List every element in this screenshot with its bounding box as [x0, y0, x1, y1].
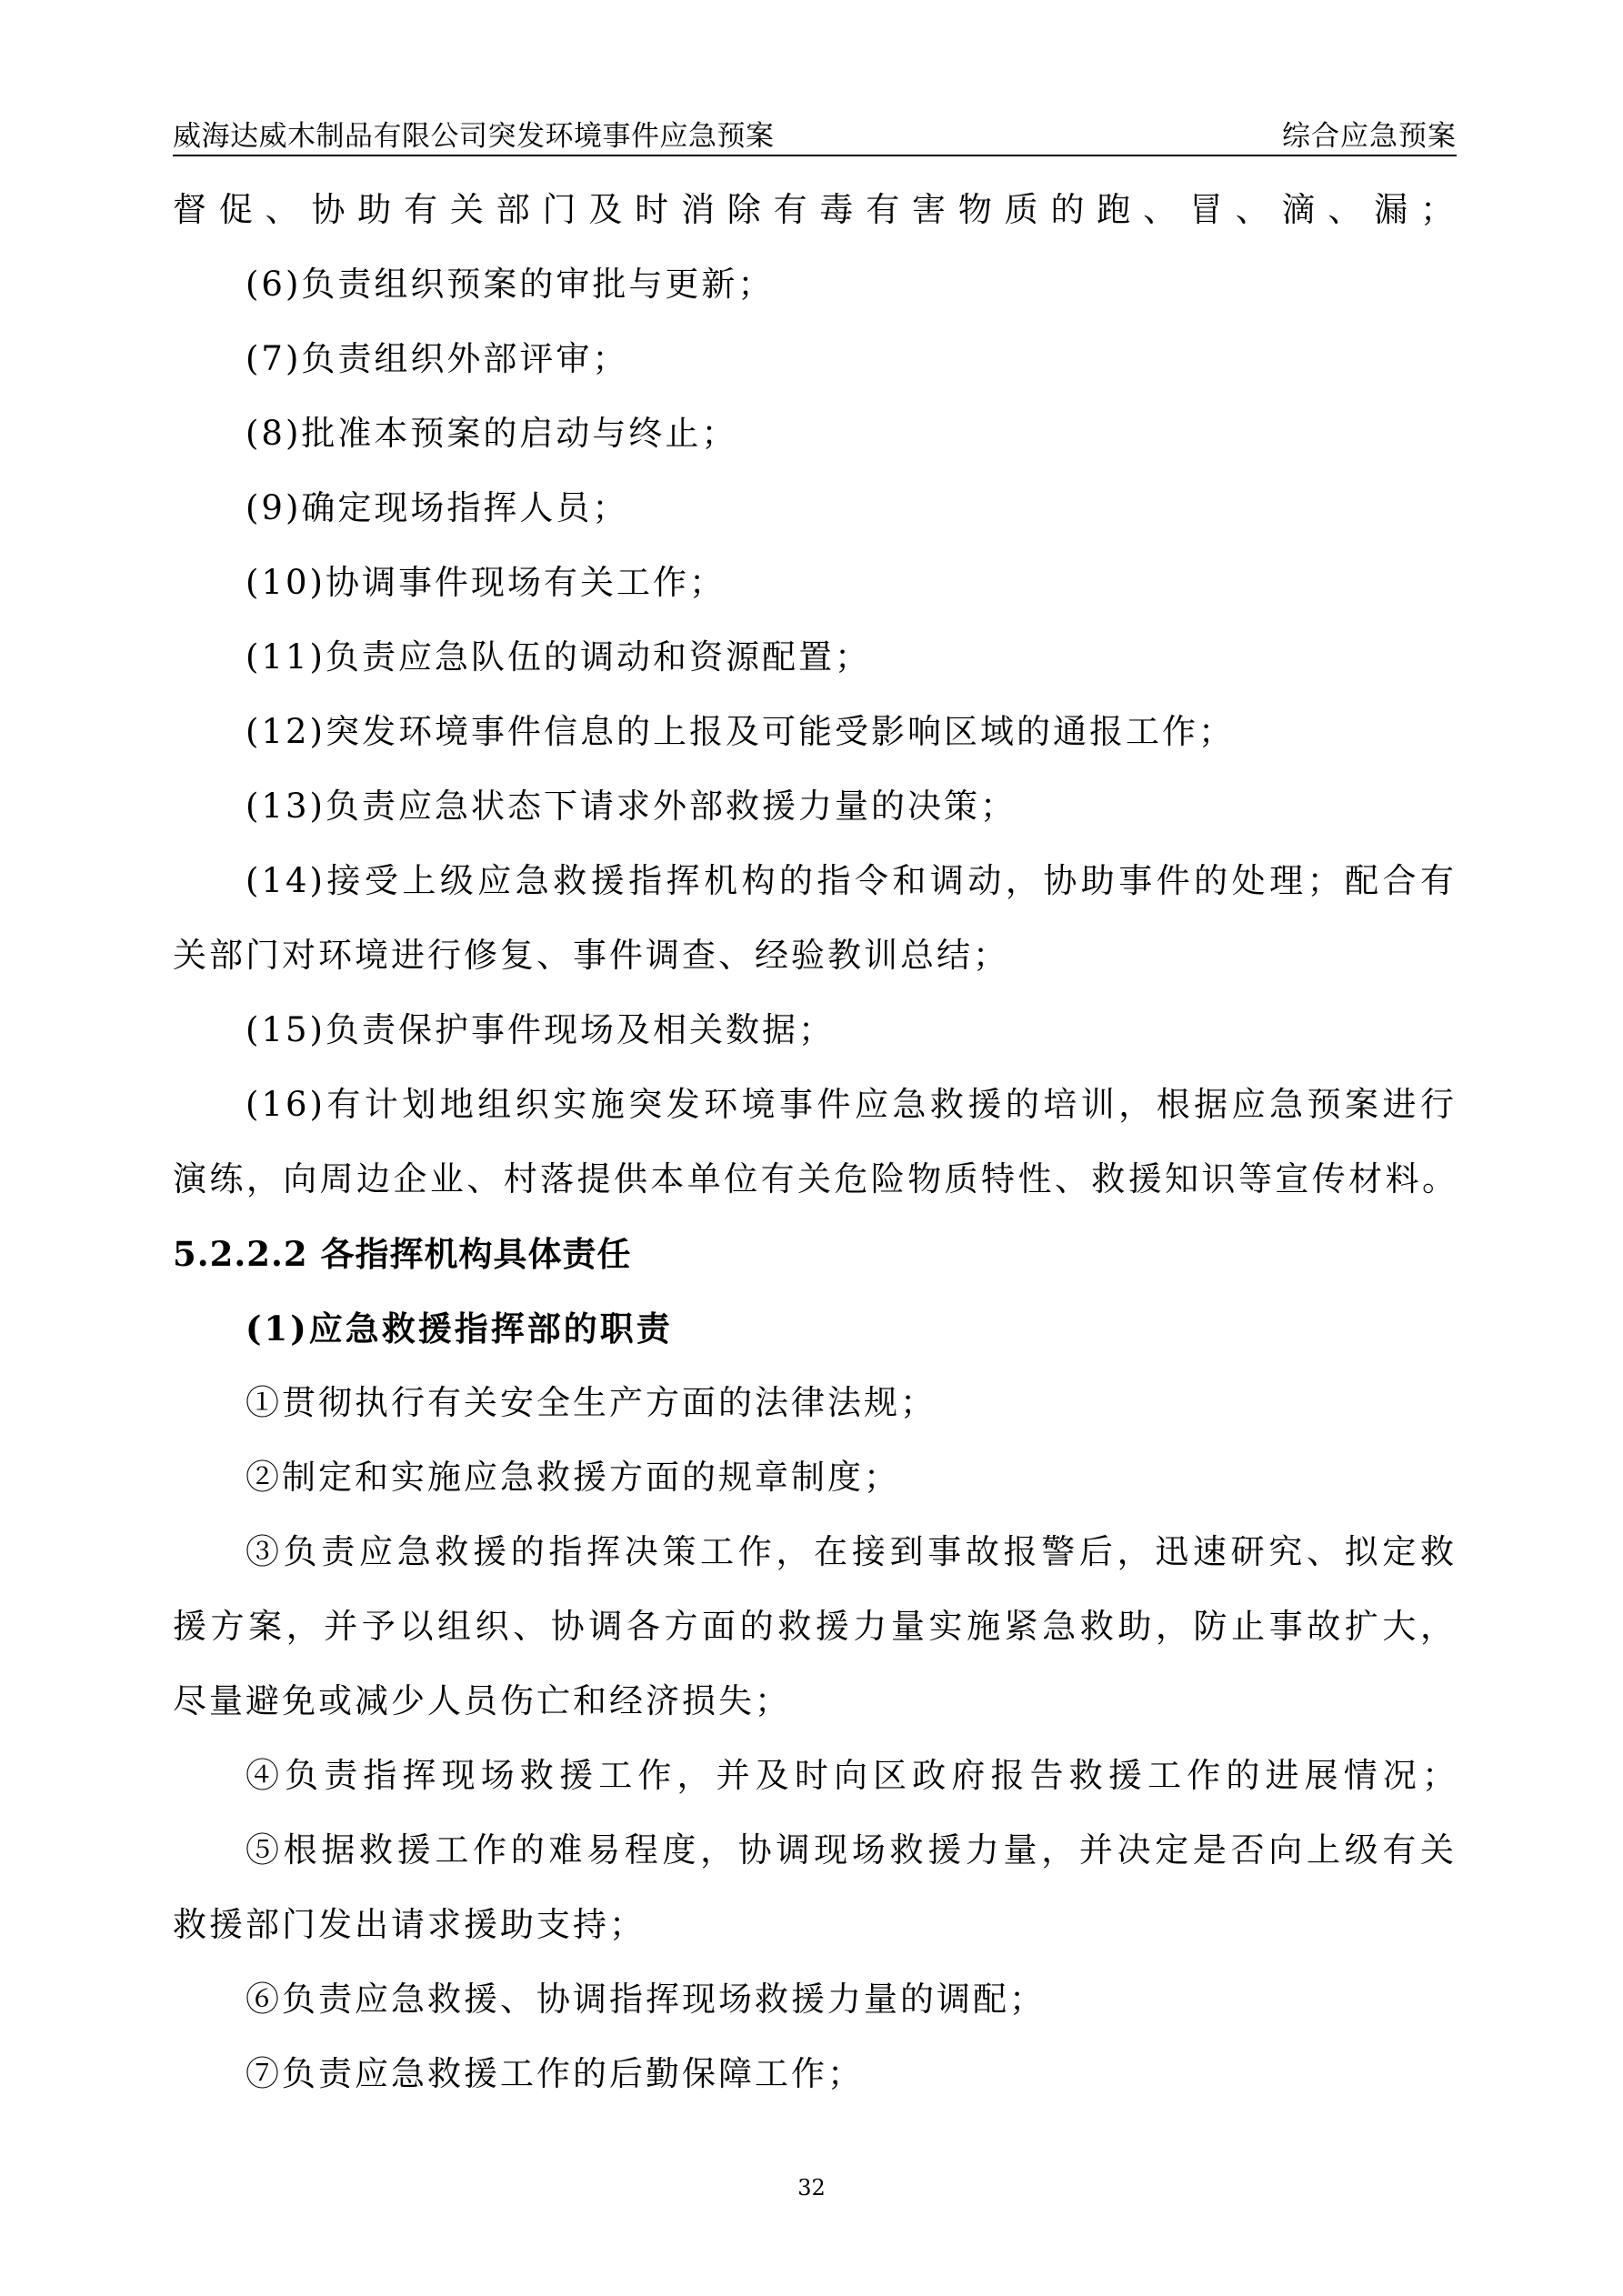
page-header	[173, 111, 1457, 156]
list-item: (8)批准本预案的启动与终止；	[245, 414, 738, 453]
list-item: (9)确定现场指挥人员；	[245, 488, 629, 527]
list-item: (10)协调事件现场有关工作；	[245, 563, 726, 602]
list-item: (7)负责组织外部评审；	[245, 339, 629, 378]
list-item: (13)负责应急状态下请求外部救援力量的决策；	[245, 787, 1017, 826]
paragraph-line: 援方案，并予以组织、协调各方面的救援力量实施紧急救助，防止事故扩大，	[173, 1607, 1457, 1646]
list-item: (15)负责保护事件现场及相关数据；	[245, 1010, 835, 1049]
subsection-heading: (1)应急救援指挥部的职责	[245, 1308, 673, 1349]
list-item: ③负责应急救援的指挥决策工作，在接到事故报警后，迅速研究、拟定救	[245, 1532, 1457, 1571]
list-item: (6)负责组织预案的审批与更新；	[245, 265, 775, 304]
list-item: (12)突发环境事件信息的上报及可能受影响区域的通报工作；	[245, 712, 1235, 751]
list-item: ⑥负责应急救援、协调指挥现场救援力量的调配；	[245, 1980, 1046, 2019]
header-section-title: 综合应急预案	[1282, 120, 1457, 153]
header-divider	[173, 155, 1457, 156]
list-item: (14)接受上级应急救援指挥机构的指令和调动，协助事件的处理；配合有	[245, 861, 1457, 900]
header-document-title: 威海达威木制品有限公司突发环境事件应急预案	[173, 120, 775, 153]
list-item: ①贯彻执行有关安全生产方面的法律法规；	[245, 1383, 937, 1422]
list-item: ⑦负责应急救援工作的后勤保障工作；	[245, 2054, 864, 2093]
list-item: (11)负责应急队伍的调动和资源配置；	[245, 637, 871, 677]
paragraph-line: 演练，向周边企业、村落提供本单位有关危险物质特性、救援知识等宣传材料。	[173, 1159, 1457, 1198]
list-item: ④负责指挥现场救援工作，并及时向区政府报告救援工作的进展情况；	[245, 1756, 1457, 1795]
paragraph-line: 督促、协助有关部门及时消除有毒有害物质的跑、冒、滴、漏；	[173, 190, 1457, 229]
list-item: (16)有计划地组织实施突发环境事件应急救援的培训，根据应急预案进行	[245, 1085, 1457, 1124]
section-heading: 5.2.2.2 各指挥机构具体责任	[173, 1234, 632, 1274]
paragraph-line: 关部门对环境进行修复、事件调查、经验教训总结；	[173, 936, 1009, 975]
paragraph-line: 尽量避免或减少人员伤亡和经济损失；	[173, 1681, 791, 1720]
paragraph-line: 救援部门发出请求援助支持；	[173, 1905, 646, 1944]
page-number: 32	[797, 2175, 826, 2201]
list-item: ②制定和实施应急救援方面的规章制度；	[245, 1458, 900, 1497]
list-item: ⑤根据救援工作的难易程度，协调现场救援力量，并决定是否向上级有关	[245, 1830, 1457, 1870]
